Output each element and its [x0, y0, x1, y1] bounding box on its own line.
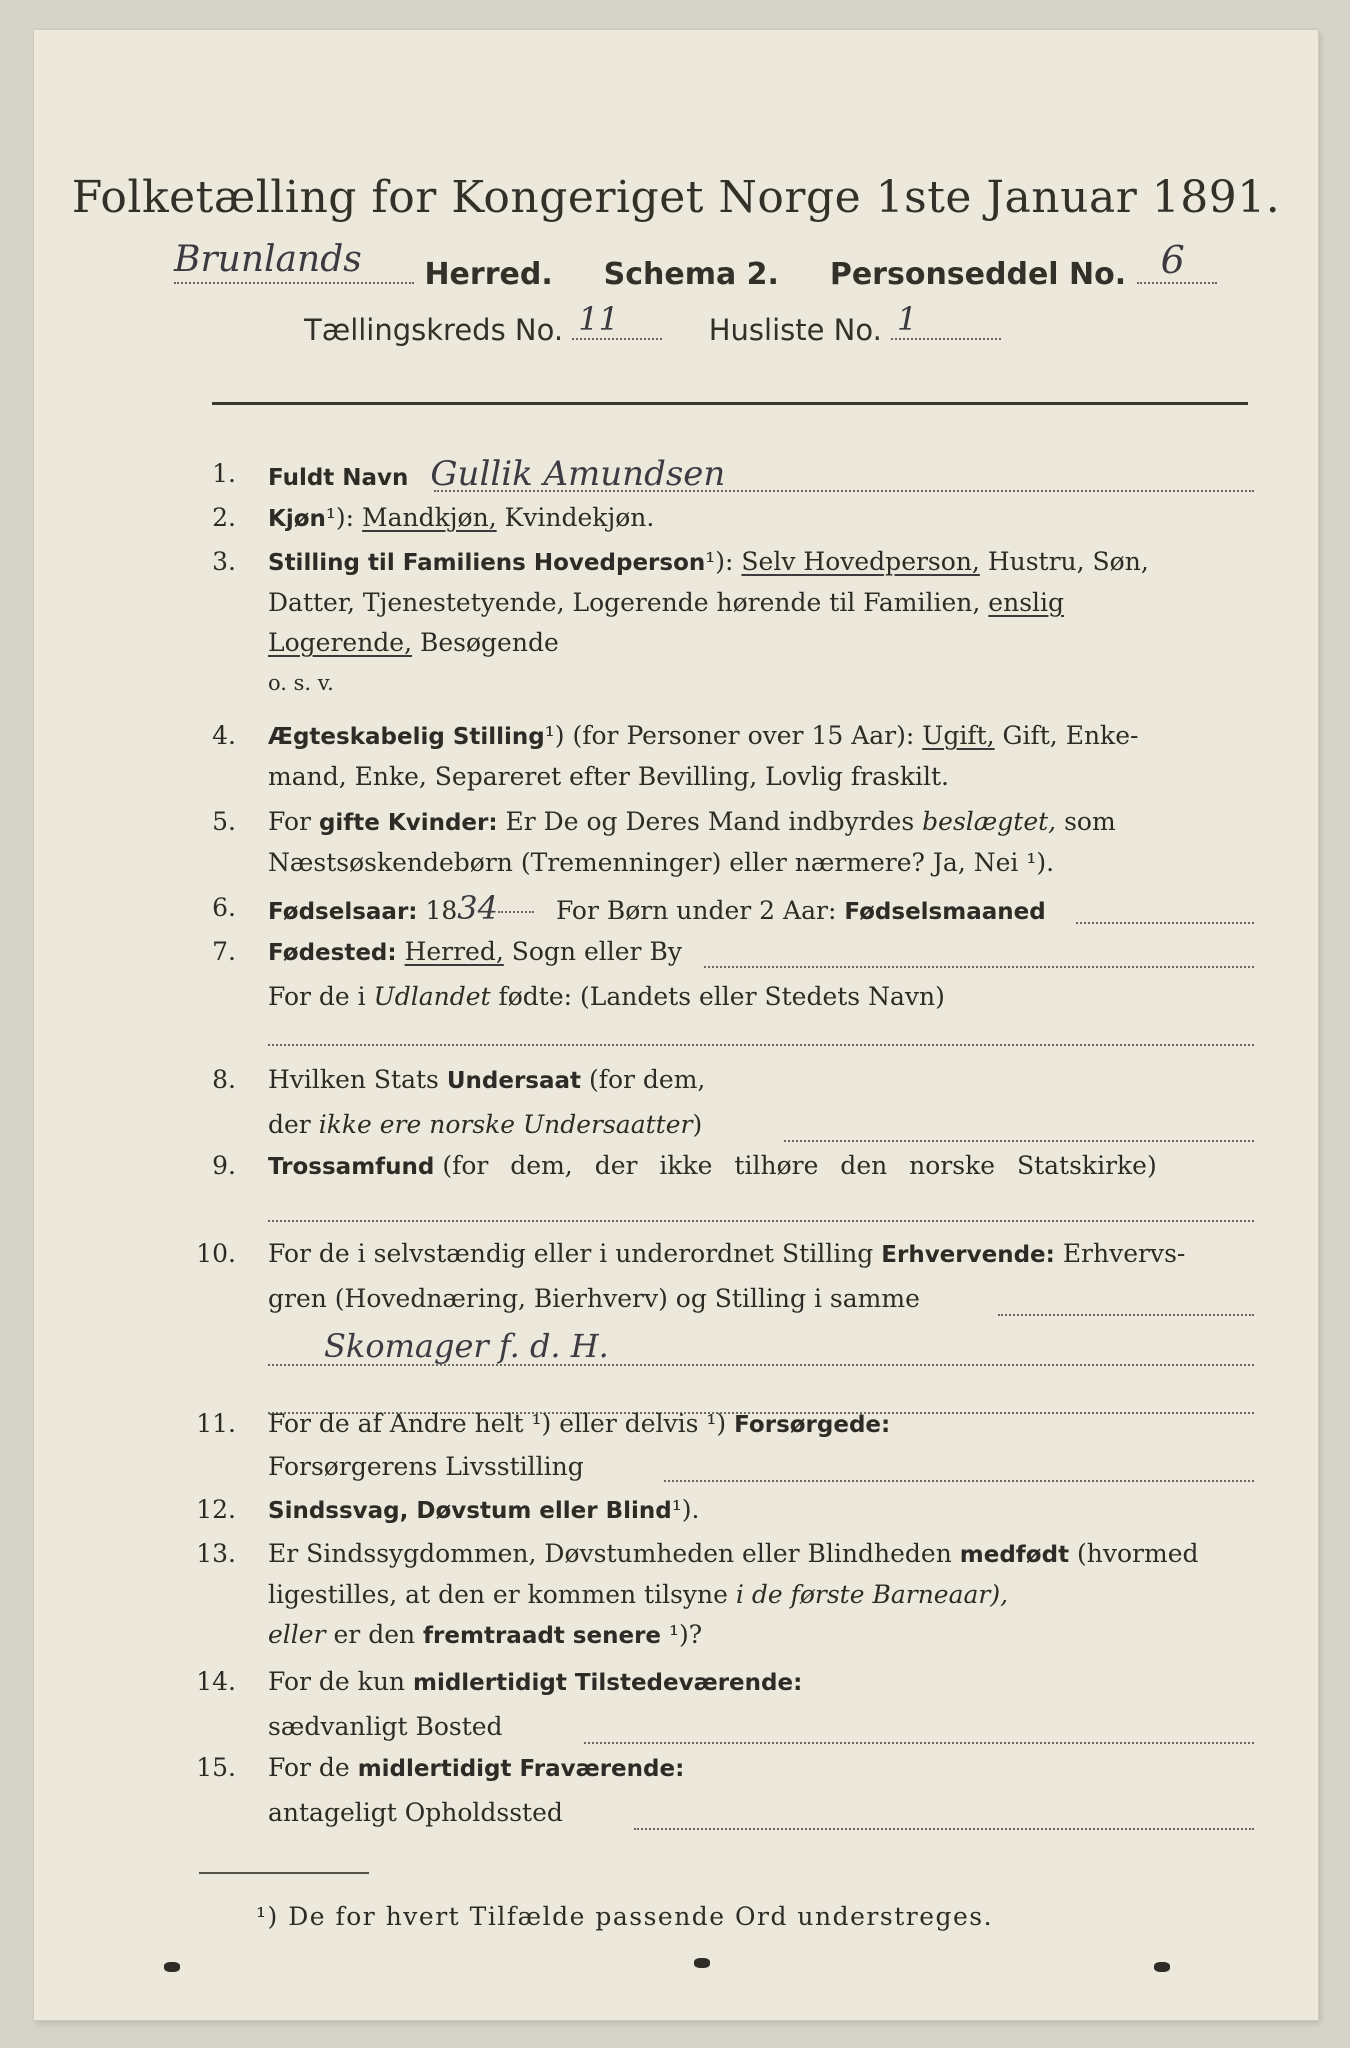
item-text: Udlandet [373, 982, 491, 1011]
item-label: gifte Kvinder: [318, 810, 498, 836]
option-text: Gift, Enke- [1002, 721, 1139, 750]
item-label: fremtraadt senere [423, 1623, 662, 1649]
item-text: beslægtet, [922, 807, 1057, 836]
option-selected[interactable]: Herred, [404, 937, 504, 966]
item-label: Stilling til Familiens Hovedperson [268, 550, 706, 576]
item-number: 1. [212, 459, 236, 488]
herred-label: Herred. [424, 257, 553, 292]
birth-month-line[interactable] [1076, 922, 1254, 924]
item-label: Fødested: [268, 940, 397, 966]
item-text: Næstsøskendebørn (Tremenninger) eller nærmere? Ja, Nei ¹). [268, 848, 1055, 877]
foreign-birthplace-line[interactable] [268, 1044, 1254, 1046]
item-line [268, 977, 1254, 1017]
herred-value: Brunlands [174, 239, 362, 280]
item-text: For de kun [268, 1667, 406, 1696]
item-line [268, 1279, 1254, 1319]
personseddel-value: 6 [1160, 238, 1185, 282]
personseddel-field[interactable] [1137, 238, 1217, 284]
footnote-ref: ¹) [544, 721, 565, 750]
item-line [268, 843, 1254, 883]
form-title: Folketælling for Kongeriget Norge 1ste Januar 1891. [71, 172, 1281, 223]
item-label: Erhvervende: [881, 1242, 1055, 1268]
item-text: fødte: (Landets eller Stedets Navn) [498, 982, 945, 1011]
item-label: Fuldt Navn [268, 465, 409, 491]
item-text: (for dem, [588, 1065, 706, 1094]
item-line [268, 623, 1254, 663]
option-text: o. s. v. [268, 671, 334, 695]
item-label: midlertidigt Tilstedeværende: [412, 1670, 803, 1696]
item-number: 7. [212, 937, 236, 966]
whereabouts-line[interactable] [634, 1828, 1254, 1830]
item-label: Fødselsaar: [268, 899, 418, 925]
item-label: Kjøn [268, 506, 326, 532]
item-line [268, 1534, 1254, 1575]
ink-mark [694, 1958, 710, 1968]
item-text: For de i selvstændig eller i underordnet Stilling [268, 1239, 874, 1268]
item-text: er den [333, 1620, 416, 1649]
item-full-name [184, 454, 1254, 498]
item-number: 13. [196, 1539, 236, 1568]
item-label: Trossamfund [268, 1154, 435, 1180]
item-number: 6. [212, 893, 236, 922]
item-text: som [1064, 807, 1116, 836]
item-line [268, 802, 1254, 843]
kreds-value: 11 [578, 300, 619, 338]
item-text: Er De og Deres Mand indbyrdes [505, 807, 915, 836]
item-number: 10. [196, 1239, 236, 1268]
herred-field[interactable] [174, 239, 414, 284]
occupation-line-2[interactable] [268, 1364, 1254, 1366]
gender-option-female[interactable]: Kvindekjøn. [504, 503, 655, 532]
item-text: For Børn under 2 Aar: [555, 896, 837, 925]
ink-mark [164, 1962, 180, 1972]
occupation-value: Skomager f. d. H. [324, 1327, 609, 1365]
item-label: Undersaat [446, 1068, 582, 1094]
item-label: Ægteskabelig Stilling [268, 724, 545, 750]
option-selected[interactable]: Selv Hovedperson, [741, 547, 980, 576]
residence-line[interactable] [584, 1742, 1254, 1744]
item-text: antageligt Opholdssted [268, 1798, 563, 1827]
item-number: 14. [196, 1667, 236, 1696]
schema-label: Schema 2. [603, 257, 779, 292]
item-text: Er Sindssygdommen, Døvstumheden eller Blindheden [268, 1539, 952, 1568]
item-text: ligestilles, at den er kommen tilsyne [268, 1580, 728, 1609]
item-text: ikke ere norske Undersaatter [318, 1110, 693, 1139]
item-number: 8. [212, 1065, 236, 1094]
item-line [268, 1234, 1254, 1275]
item-label: Forsørgede: [734, 1412, 891, 1438]
item-text: Erhvervs- [1062, 1239, 1186, 1268]
item-line [268, 757, 1254, 797]
item-line [268, 663, 1254, 703]
birthplace-line[interactable] [704, 966, 1254, 968]
kreds-row [304, 302, 1001, 347]
birth-year-line[interactable] [498, 911, 534, 913]
item-line [268, 1793, 1254, 1833]
citizenship-line[interactable] [784, 1140, 1254, 1142]
item-text: For de [268, 1753, 350, 1782]
item-text: For de af Andre helt ¹) eller delvis ¹) [268, 1409, 727, 1438]
provider-line[interactable] [664, 1480, 1254, 1482]
gender-option-male[interactable]: Mandkjøn, [362, 503, 497, 532]
personseddel-label: Personseddel No. [829, 257, 1127, 292]
item-line [268, 583, 1254, 623]
item-line: der ikke ere norske Undersaatter) [268, 1110, 703, 1139]
item-text: (hvormed [1077, 1539, 1199, 1568]
item-number: 3. [212, 547, 236, 576]
option-text: Besøgende [420, 628, 559, 657]
item-text: (for Personer over 15 Aar): [572, 721, 915, 750]
item-number: 4. [212, 721, 236, 750]
religion-line[interactable] [268, 1220, 1254, 1222]
footnote-ref: ¹): [705, 547, 734, 576]
item-text: der [268, 1110, 311, 1139]
item-text: Forsørgerens Livsstilling [268, 1452, 584, 1481]
herred-row [174, 238, 1217, 292]
census-form-page [34, 30, 1318, 2020]
occupation-line-1[interactable] [998, 1314, 1254, 1316]
option-selected[interactable]: Ugift, [922, 721, 995, 750]
item-label: midlertidigt Fraværende: [357, 1756, 685, 1782]
item-line [268, 1662, 1254, 1703]
birth-year-value: 34 [457, 889, 498, 927]
item-line [268, 1060, 1254, 1101]
item-number: 5. [212, 807, 236, 836]
item-text: For de i [268, 982, 366, 1011]
item-line [268, 1707, 1254, 1747]
full-name-line[interactable] [434, 490, 1254, 492]
item-line [268, 1146, 1254, 1187]
item-line [268, 1404, 1254, 1445]
option-text: Hustru, Søn, [987, 547, 1149, 576]
husliste-field[interactable] [891, 302, 1001, 340]
item-text: (for dem, der ikke tilhøre den norske Statskirke) [442, 1151, 1157, 1180]
full-name-value: Gullik Amundsen [430, 454, 726, 494]
option-text: Datter, Tjenestetyende, Logerende hørende til Familien, [268, 588, 981, 617]
footnote: ¹) De for hvert Tilfælde passende Ord understreges. [256, 1902, 994, 1931]
footnote-ref: ¹). [671, 1495, 700, 1524]
item-text: ¹)? [668, 1620, 703, 1649]
item-text: Hvilken Stats [268, 1065, 439, 1094]
item-number: 15. [196, 1753, 236, 1782]
husliste-label: Husliste No. [708, 313, 882, 347]
year-prefix: 18 [425, 896, 458, 925]
item-line [268, 1748, 1254, 1789]
option-text: Sogn eller By [511, 937, 682, 966]
option-selected[interactable]: enslig [988, 588, 1065, 617]
ink-mark [1154, 1962, 1170, 1972]
item-text: eller [268, 1620, 326, 1649]
item-number: 9. [212, 1151, 236, 1180]
item-line [268, 888, 1254, 932]
item-text: For [268, 807, 311, 836]
item-label: medfødt [959, 1542, 1070, 1568]
kreds-field[interactable] [572, 302, 662, 340]
option-text: mand, Enke, Separeret efter Bevilling, Lovlig fraskilt. [268, 762, 949, 791]
item-text: gren (Hovednæring, Bierhverv) og Stilling i samme [268, 1284, 920, 1313]
item-line [268, 716, 1254, 757]
item-line [268, 1575, 1254, 1615]
item-number: 2. [212, 503, 236, 532]
footnote-ref: ¹): [325, 503, 355, 532]
item-text: i de første Barneaar), [735, 1580, 1009, 1609]
kreds-label: Tællingskreds No. [304, 313, 564, 347]
footnote-divider [199, 1872, 369, 1874]
item-line [268, 1615, 1254, 1656]
item-line [268, 542, 1254, 583]
item-number: 11. [196, 1409, 236, 1438]
option-selected[interactable]: Logerende, [268, 628, 413, 657]
husliste-value: 1 [897, 300, 918, 338]
header-divider [212, 402, 1248, 405]
item-label: Sindssvag, Døvstum eller Blind [268, 1498, 672, 1524]
item-text: sædvanligt Bosted [268, 1712, 503, 1741]
item-label: Fødselsmaaned [844, 899, 1046, 925]
item-number: 12. [196, 1495, 236, 1524]
